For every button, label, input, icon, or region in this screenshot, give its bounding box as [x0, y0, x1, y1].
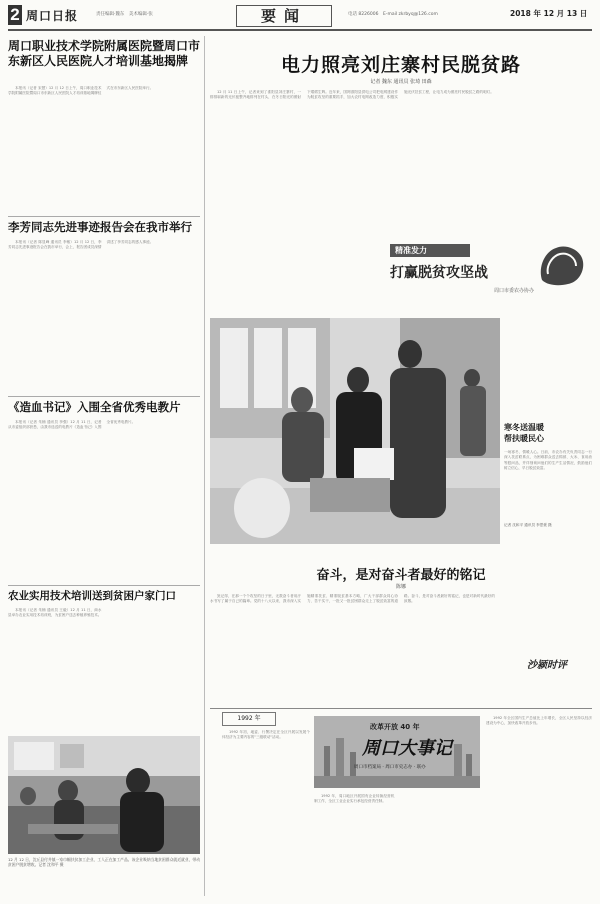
- factory-photo-caption: 12 月 12 日，沈丘县付井镇一家巾帼扶贫加工企业，工人正在加工产品。该企业吸纳当地贫困群众就近就业，带动贫困户脱贫增收。记者 沈和平 摄: [8, 857, 200, 868]
- history-banner-sub: 改革开放 40 年: [370, 723, 420, 731]
- story1-body: [8, 86, 200, 222]
- story2-headline: 李芳同志先进事迹报告会在我市举行: [8, 220, 192, 234]
- story4-body: [8, 608, 200, 728]
- photo-story-caption: 一场寒冬，情暖人心。日前，市农办有关负责同志一行深入扶贫联系点，为困难群众送去棉被、大米、食用油等慰问品，并详细询问他们的生产生活情况，鼓励他们树立信心，早日脱贫致富。: [504, 450, 592, 471]
- commentary-body-text: 犹记得，在那一个个攻坚的日子里，无数奋斗者用汗水书写了属于自己的篇章。党的十八大以来，我市深入实施精准扶贫、精准脱贫基本方略，广大干部群众同心协力、苦干实干，一批又一批贫困群众走上了脱贫致富的道路。奋斗，是对奋斗者最好的铭记，也是对新时代最好的致敬。: [210, 594, 495, 604]
- main-body: [210, 90, 592, 246]
- history-mid-para: 1992 年，周口地区开展国有企业转换经营机制工作，全区工业企业实行承包经营责任制。: [314, 794, 395, 804]
- poverty-banner: [384, 238, 592, 310]
- history-rule: [210, 708, 592, 709]
- commentary-body: [210, 594, 592, 698]
- story1-intro: 本报讯（记者 宋慧）12 月 12 日上午，周口职业技术学院附属医院暨周口市东新区人民医院人才培训基地揭牌仪式在市东新区人民医院举行。: [8, 86, 154, 96]
- history-year-text: 1992 年: [237, 715, 261, 722]
- winter-relief-photo: [210, 318, 500, 544]
- story2-body: [8, 240, 200, 394]
- column-logo-text: 沙颍时评: [527, 660, 567, 671]
- photo-story-credit: 记者 沈和平 通讯员 李思豪 摄: [504, 523, 552, 527]
- history-left-para: 1992 年初，地委、行署决定在全区开展以发展个体经济为主要内容的"三级联动"活动。: [222, 730, 310, 740]
- story2-intro: 本报讯（记者 陈显峰 通讯员 李敏）12 月 12 日，李芳同志先进事迹报告会在我市举行，会上，报告团成员深情讲述了李芳同志的感人事迹。: [8, 240, 154, 250]
- story1-headline: 周口职业技术学院附属医院暨周口市东新区人民医院人才培训基地揭牌: [8, 39, 201, 68]
- history-banner-credit: 周口市档案局 · 周口市史志办 · 联办: [354, 765, 426, 770]
- section-title: 要闻: [260, 7, 307, 25]
- main-body-text: 12 月 11 日上午，记者来到了淮阳县刘庄寨村，一排排崭新的光伏板整齐地排列在村头，在冬日阳光的照射下熠熠生辉。近年来，国网淮阳县供电公司把电网建设作为脱贫攻坚的重要抓手，加大农村电网改造力度，积极实施光伏扶贫工程，让电力成为照亮村民脱贫之路的明灯。: [210, 90, 494, 100]
- history-right-text: [486, 716, 592, 898]
- masthead-rule: [8, 29, 592, 31]
- main-headline: 电力照亮刘庄寨村民脱贫路: [280, 54, 521, 76]
- left-column-divider: [204, 36, 205, 896]
- photo-story-text: [504, 318, 592, 544]
- story4-rule: [8, 585, 200, 586]
- commentary-box: [210, 560, 592, 702]
- factory-workers-photo: [8, 736, 200, 854]
- paper-name: 周口日报: [26, 9, 79, 23]
- story4-headline: 农业实用技术培训送到贫困户家门口: [8, 590, 176, 602]
- section-title-box: [236, 5, 332, 27]
- history-mid-text: [314, 794, 480, 898]
- main-byline: 记者 魏东 通讯员 张琦 田森: [370, 79, 432, 85]
- banner-map-emblem: [534, 240, 588, 290]
- commentary-column-logo: [502, 654, 592, 678]
- commentary-author: 陈娜: [395, 584, 406, 590]
- history-left-text: [222, 730, 310, 898]
- story3-rule: [8, 396, 200, 397]
- story3-headline: 《造血书记》入围全省优秀电教片: [8, 400, 181, 414]
- page-number: 2: [8, 5, 22, 25]
- history-banner: [314, 716, 480, 788]
- contact-line: 电话 8226006 E-mail zkrbyq@126.com: [348, 12, 438, 17]
- story4-intro: 本报讯（记者 朱楠 通讯员 王毅）12 月 11 日，商水县举办农业实用技术培训班，为贫困户送去种植养殖技术。: [8, 608, 102, 618]
- story2-rule: [8, 216, 200, 217]
- history-right-para: 1992 年全区国内生产总值比上年增长，全区人民坚持以经济建设为中心，加快改革开放步伐。: [486, 716, 592, 726]
- banner-title: 打赢脱贫攻坚战: [390, 265, 488, 281]
- issue-date: 2018 年 12 月 13 日: [510, 9, 588, 18]
- banner-tag: [390, 244, 470, 257]
- commentary-headline: 奋斗，是对奋斗者最好的铭记: [316, 568, 486, 583]
- banner-tag-text: 精准发力: [395, 246, 427, 255]
- history-banner-title: 周口大事记: [362, 738, 452, 759]
- story3-body: [8, 420, 200, 570]
- banner-subtitle: 周口市委农办协办: [494, 288, 535, 294]
- story3-intro: 本报讯（记者 朱楠 通讯员 李强）12 月 11 日，记者从市委组织部获悉，由我市选送的电教片《造血书记》入围全省优秀电教片。: [8, 420, 136, 430]
- editor-line: 责任编辑·魏东 美术编辑·张: [96, 12, 153, 17]
- masthead: [0, 0, 600, 40]
- history-year-label: [222, 712, 276, 726]
- photo-story-title: 寒冬送温暖 帮扶暖民心: [504, 422, 544, 443]
